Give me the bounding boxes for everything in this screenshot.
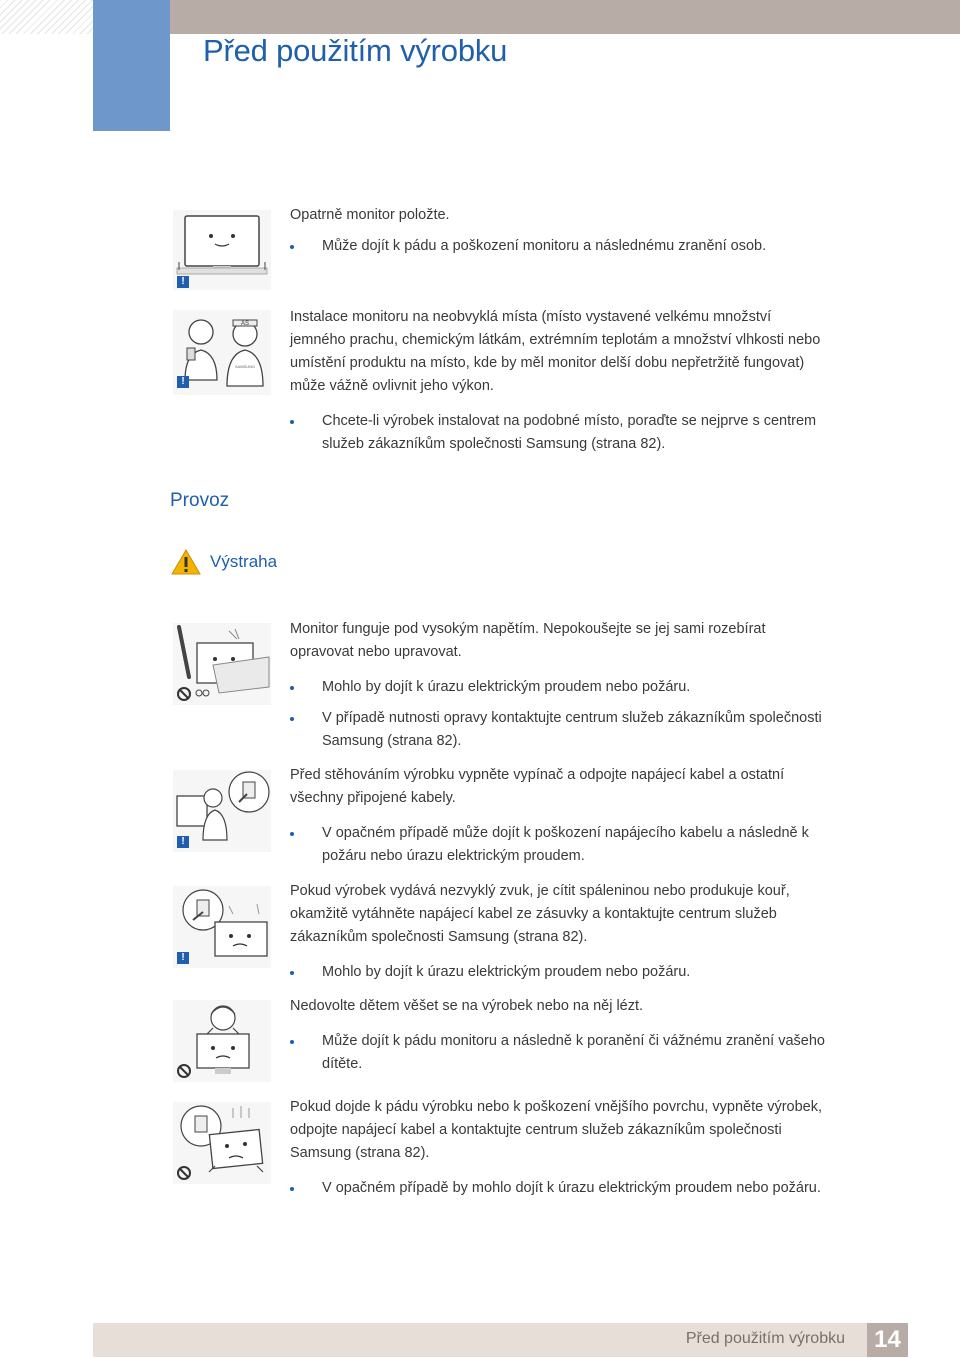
bullet-item: V případě nutnosti opravy kontaktujte centrum služeb zákazníkům společnosti Samsung (strana 82). bbox=[290, 707, 830, 753]
warning-triangle-icon bbox=[170, 548, 202, 576]
entry-text: Instalace monitoru na neobvyklá místa (místo vystavené velkému množství jemného prachu, chemickým látkám, extrémním teplotám a množství vlhkosti nebo umístění produktu na místo, kde by měl monitor delší dobu nepřetržitě fungovat) může vážně ovlivnit jeho výkon. bbox=[290, 309, 821, 394]
entry-text: Opatrně monitor položte. bbox=[290, 207, 450, 223]
warning-label: Výstraha bbox=[210, 552, 278, 571]
service-cap-label: AS bbox=[240, 321, 250, 327]
bullet-item: Chcete-li výrobek instalovat na podobné místo, poraďte se nejprve s centrem služeb zákazníkům společnosti Samsung (strana 82). bbox=[290, 410, 830, 456]
entry-text: Před stěhováním výrobku vypněte vypínač a odpojte napájecí kabel a ostatní všechny připojené kabely. bbox=[290, 767, 785, 806]
entry-text: Nedovolte dětem věšet se na výrobek nebo na něj lézt. bbox=[290, 998, 644, 1014]
page-title: Před použitím výrobku bbox=[203, 33, 508, 68]
header-bar bbox=[170, 0, 960, 34]
info-icon: ! bbox=[177, 952, 189, 964]
info-icon: ! bbox=[177, 376, 189, 388]
prohibit-icon bbox=[177, 687, 191, 701]
bullet-item: Mohlo by dojít k úrazu elektrickým proudem nebo požáru. bbox=[290, 676, 830, 699]
bullet-item: Mohlo by dojít k úrazu elektrickým proudem nebo požáru. bbox=[290, 961, 830, 984]
info-icon: ! bbox=[177, 836, 189, 848]
entry-text: Pokud dojde k pádu výrobku nebo k poškození vnějšího povrchu, vypněte výrobek, odpojte napájecí kabel a kontaktujte centrum služeb zákazníkům společnosti Samsung (strana 82). bbox=[290, 1099, 822, 1161]
entry-text: Pokud výrobek vydává nezvyklý zvuk, je cítit spáleninou nebo produkuje kouř, okamžitě vytáhněte napájecí kabel ze zásuvky a kontaktujte centrum služeb zákazníkům společnosti Samsung (strana 82). bbox=[290, 883, 790, 945]
child-on-monitor-illustration bbox=[173, 1000, 271, 1082]
prohibit-icon bbox=[177, 1166, 191, 1180]
smoke-unplug-illustration bbox=[173, 886, 271, 968]
monitor-laid-down-illustration bbox=[173, 210, 271, 290]
footer-title: Před použitím výrobku bbox=[685, 1330, 845, 1347]
prohibit-icon bbox=[177, 1064, 191, 1078]
service-call-illustration bbox=[173, 310, 271, 395]
disassembly-illustration bbox=[173, 623, 271, 705]
section-heading-operation: Provoz bbox=[170, 490, 230, 511]
unplug-before-moving-illustration bbox=[173, 770, 271, 852]
brand-label: SAMSUNG bbox=[234, 364, 256, 369]
fallen-monitor-illustration bbox=[173, 1102, 271, 1184]
entry-text: Monitor funguje pod vysokým napětím. Nepokoušejte se jej sami rozebírat opravovat nebo upravovat. bbox=[290, 621, 766, 660]
bullet-item: Může dojít k pádu a poškození monitoru a následnému zranění osob. bbox=[290, 235, 830, 258]
page-number: 14 bbox=[867, 1323, 908, 1357]
info-icon: ! bbox=[177, 276, 189, 288]
header-hatch-decoration bbox=[0, 0, 93, 34]
bullet-item: V opačném případě může dojít k poškození napájecího kabelu a následně k požáru nebo úrazu elektrickým proudem. bbox=[290, 822, 830, 868]
bullet-item: Může dojít k pádu monitoru a následně k poranění či vážnému zranění vašeho dítěte. bbox=[290, 1030, 830, 1076]
bullet-item: V opačném případě by mohlo dojít k úrazu elektrickým proudem nebo požáru. bbox=[290, 1177, 830, 1200]
footer-bar bbox=[93, 1323, 867, 1357]
header-tab-decoration bbox=[93, 0, 170, 131]
